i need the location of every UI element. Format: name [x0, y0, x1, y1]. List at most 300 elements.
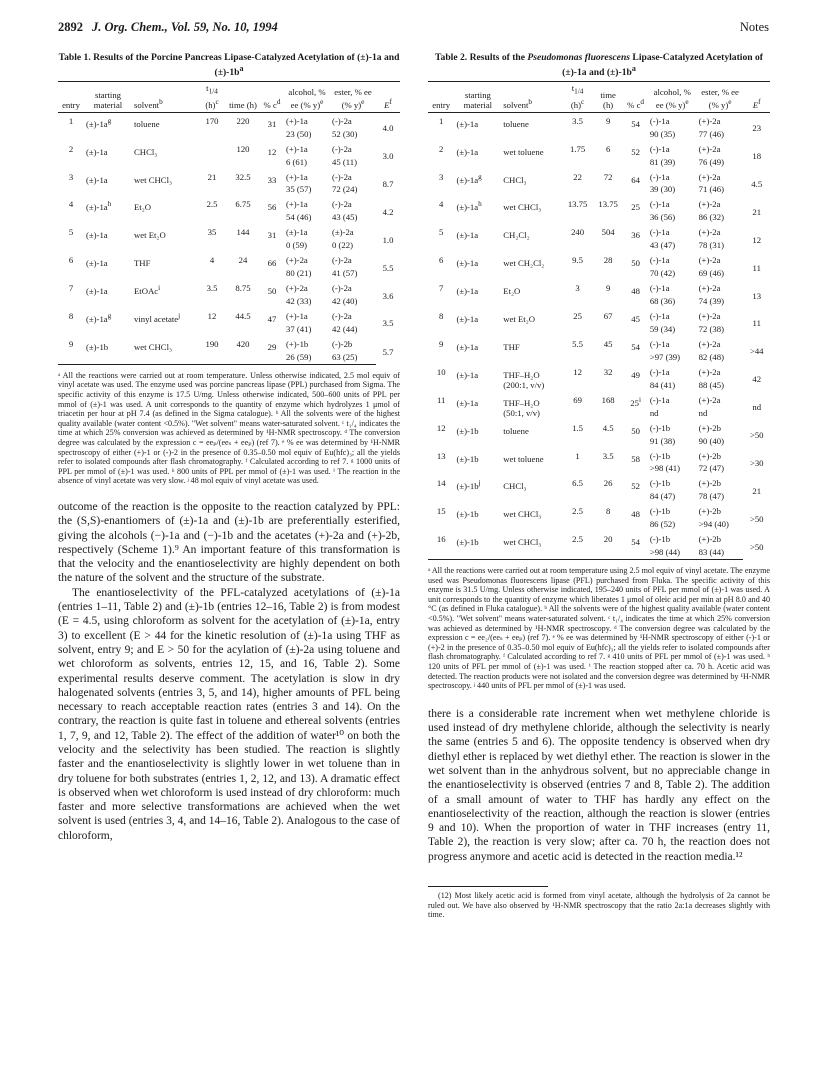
- ester-value-cell: 72 (38): [698, 323, 724, 334]
- empty-cell: [562, 184, 593, 196]
- solvent-cell: [132, 224, 198, 240]
- ester-cell: (+)-2a: [698, 311, 721, 322]
- solvent-cell: [501, 392, 562, 408]
- cell-text: 54: [631, 341, 640, 352]
- entry-cell: 2: [68, 143, 74, 154]
- E-value-cell: 3.5: [382, 318, 394, 329]
- table-row-continuation: [428, 436, 770, 448]
- solvent-cell: [132, 280, 198, 296]
- conversion-cell: [623, 196, 647, 212]
- ester-value-cell: 45 (11): [332, 156, 358, 167]
- conversion-cell: [623, 308, 647, 324]
- alcohol-value-cell: 26 (59): [284, 352, 330, 365]
- conversion-cell: [260, 112, 284, 128]
- cell-text: (±)-1a: [456, 369, 479, 380]
- ester-value-cell: 71 (46): [698, 184, 724, 195]
- cell-text: wet Et₂O: [134, 230, 166, 241]
- E-value-cell: 8.7: [382, 179, 394, 190]
- empty-cell: [454, 380, 501, 392]
- entry-cell: 4: [439, 199, 444, 210]
- alcohol-cell: (-)-1a: [649, 366, 670, 377]
- empty-cell: [593, 212, 624, 224]
- conversion-cell: [623, 364, 647, 380]
- alcohol-cell: (-)-1a: [649, 115, 670, 126]
- ester-cell: (+)-2a: [698, 143, 721, 154]
- cell-text: 12: [267, 146, 277, 157]
- empty-cell: [593, 324, 624, 336]
- cell-text: (±)-1a: [86, 258, 108, 269]
- alcohol-value-cell: >98 (44): [648, 547, 697, 560]
- table-row-continuation: [428, 184, 770, 196]
- ester-value-cell: 78 (31): [698, 240, 724, 251]
- table-row-continuation: [428, 240, 770, 252]
- cell-text: THF–H₂O: [503, 369, 540, 380]
- table-row-continuation: [58, 324, 400, 336]
- table-row-continuation: [428, 324, 770, 336]
- t14-cell: 9.5: [572, 255, 584, 266]
- cell-text: (±)-1a: [86, 174, 108, 185]
- table2-footnotes: ᵃ All the reactions were carried out at room temperature using 2.5 mol equiv of vinyl acetate. The enzyme used was Pseudomonas fluorescens lipase (PFL) purchased from Fluka. The specific activity of this enzyme is 31.5 U/mg. Unless otherwise indicated, 195–240 units of PFL per mmol of (±)-1 was used. A unit corresponds to the quantity of enzyme which liberates 1 μmol of oleic acid per min at pH 8.0 and 40 °C (as defined in Fluka catalogue). ᵇ All the solvents were of the highest quality available (water content <0.5%). "Wet solvent" means water-saturated solvent. ᶜ t₁/₄ indicates the time at which 25% conversion was achieved as determined by ¹H-NMR spectroscopy. ᵈ The conversion degree was calculated by the expression c = ee₂/(eeₛ + eeₚ) (ref 7). ᵉ % ee was determined by ¹H-NMR spectroscopy of either (-)-1 or (+)-2 in the presence of 0.35–0.50 mol equiv of Eu(hfc)₃; all the yields refer to isolated compounds after flash chromatography. ᶠ Calculated according to ref 7. ᵍ 410 units of PFL per mmol of (±)-1 was used. ʰ 120 units of PFL per mmol of (±)-1 was used. ⁱ The reaction stopped after ca. 70 h. Acetic acid was detected. The reaction products were not isolated and the conversion degree was determined by ¹H-NMR spectroscopy. ʲ 440 units of PFL per mmol of (±)-1 was used.: [428, 566, 770, 691]
- E-value-cell: 11: [752, 262, 761, 273]
- cell-text: (±)-1b: [456, 537, 479, 548]
- E-value-cell: 11: [752, 318, 761, 329]
- solvent-cell: [132, 336, 198, 352]
- empty-cell: [593, 491, 624, 503]
- table-row: [58, 141, 400, 157]
- ester-value-cell: 69 (46): [698, 268, 724, 279]
- solvent-ratio-cell: [501, 268, 562, 280]
- empty-cell: [562, 463, 593, 475]
- ester-value-cell: >94 (40): [698, 519, 729, 530]
- material-cell: [84, 196, 132, 212]
- table-row: [58, 112, 400, 128]
- t14-cell: 5.5: [572, 338, 584, 349]
- conversion-cell: [623, 475, 647, 491]
- table1: [58, 81, 400, 365]
- solvent-ratio-cell: [501, 352, 562, 364]
- empty-cell: [593, 296, 624, 308]
- E-value-cell: 1.0: [382, 234, 394, 245]
- empty-cell: [593, 519, 624, 531]
- cell-text: wet Et₂O: [503, 313, 536, 324]
- t14-cell: 2.5: [572, 506, 584, 517]
- t14-cell: 1.75: [569, 143, 586, 154]
- alcohol-value-cell: 81 (39): [649, 156, 676, 167]
- ester-value-cell: 42 (40): [332, 296, 358, 307]
- cell-text: 50: [631, 425, 640, 436]
- ester-cell: (-)-2a: [332, 199, 352, 210]
- cell-text: (±)-1b: [456, 453, 479, 464]
- table-row: [428, 503, 770, 519]
- footnote-12: (12) Most likely acetic acid is formed from vinyl acetate, although the hydrolysis of 2a cannot be ruled out. We have also observed by ¹H-NMR spectroscopy that the ratio 2a:1a decreases slightly with time.: [428, 891, 770, 920]
- E-value-cell: 18: [752, 151, 762, 162]
- alcohol-cell: (-)-1b: [649, 478, 671, 489]
- material-cell: [454, 420, 501, 436]
- ester-value-cell: nd: [698, 407, 708, 418]
- alcohol-cell: (+)-1a: [286, 311, 308, 322]
- empty-cell: [454, 324, 501, 336]
- alcohol-value-cell: 86 (52): [649, 519, 676, 530]
- empty-cell: [226, 157, 260, 169]
- table-row-continuation: [58, 352, 400, 365]
- empty-cell: [226, 296, 260, 308]
- cell-text: (±)-1b: [456, 509, 479, 520]
- solvent-cell: [132, 141, 198, 157]
- E-value-cell: >50: [749, 513, 764, 524]
- material-cell: [84, 336, 132, 352]
- ester-value-cell: 43 (45): [332, 212, 358, 223]
- time-cell: 6.75: [235, 199, 251, 210]
- alcohol-value-cell: 0 (59): [286, 240, 307, 251]
- alcohol-cell: (-)-1a: [649, 338, 670, 349]
- solvent-ratio-cell: [501, 324, 562, 336]
- footnote-mark: j: [478, 479, 481, 488]
- table1-col-pct: % $c^d$: [263, 97, 281, 110]
- ester-value-cell: 41 (57): [332, 268, 358, 279]
- time-cell: 45: [603, 338, 613, 349]
- entry-cell: 4: [68, 199, 74, 210]
- material-cell: [84, 141, 132, 157]
- cell-text: 50: [631, 258, 640, 269]
- table1-col-E: $E^f$: [384, 97, 392, 110]
- cell-text: wet toluene: [503, 146, 544, 157]
- solvent-ratio-cell: [501, 240, 562, 252]
- empty-cell: [428, 547, 454, 560]
- empty-cell: [260, 212, 284, 224]
- E-value-cell: >50: [749, 430, 764, 441]
- empty-cell: [562, 129, 593, 141]
- solvent-cell: [132, 112, 198, 128]
- t14-cell: 240: [571, 227, 585, 238]
- table-row-continuation: [58, 296, 400, 308]
- table1-col-entry: entry: [62, 99, 80, 110]
- table-row: [428, 392, 770, 408]
- ester-value-cell: 82 (48): [698, 351, 724, 362]
- conversion-cell: [623, 531, 647, 547]
- ester-cell: (-)-2a: [332, 143, 352, 154]
- table-row: [428, 141, 770, 157]
- alcohol-cell: (-)-1a: [649, 283, 670, 294]
- material-cell: [84, 112, 132, 128]
- ester-cell: (-)-2a: [332, 115, 352, 126]
- empty-cell: [562, 380, 593, 392]
- solvent-cell: [501, 531, 562, 547]
- cell-text: 45: [631, 313, 640, 324]
- material-cell: [84, 252, 132, 268]
- conversion-cell: [260, 224, 284, 240]
- cell-text: (±)-1a: [456, 146, 479, 157]
- time-cell: 26: [603, 478, 613, 489]
- alcohol-cell: (-)-1b: [649, 422, 671, 433]
- alcohol-value-cell: 84 (47): [649, 491, 676, 502]
- alcohol-cell: (-)-1b: [649, 506, 671, 517]
- cell-text: 54: [631, 537, 640, 548]
- alcohol-value-cell: 80 (21): [286, 268, 312, 279]
- empty-cell: [84, 240, 132, 252]
- solvent-cell: [132, 169, 198, 185]
- cell-text: toluene: [134, 118, 160, 129]
- empty-cell: [198, 184, 226, 196]
- table2-col-time: time (h): [600, 89, 616, 110]
- E-value-cell: >50: [749, 541, 764, 552]
- empty-cell: [623, 380, 647, 392]
- material-cell: [454, 252, 501, 268]
- table-row-continuation: [58, 184, 400, 196]
- empty-cell: [226, 352, 260, 365]
- solvent-ratio-cell: (50:1, v/v): [503, 407, 540, 418]
- cell-text: (±)-1a: [456, 202, 479, 213]
- section-name: Notes: [739, 20, 769, 34]
- empty-cell: [454, 212, 501, 224]
- table-row-continuation: [428, 380, 770, 392]
- footnote-mark: i: [638, 395, 641, 404]
- empty-cell: [226, 268, 260, 280]
- cell-text: CH₂Cl₂: [503, 230, 530, 241]
- material-cell: [454, 196, 501, 212]
- table-row-continuation: [58, 212, 400, 224]
- empty-cell: [84, 129, 132, 141]
- table-row: [428, 280, 770, 296]
- alcohol-cell: (-)-1a: [649, 171, 670, 182]
- conversion-cell: [260, 280, 284, 296]
- cell-text: (±)-1a: [86, 202, 108, 213]
- cell-text: 56: [267, 202, 277, 213]
- alcohol-cell: (+)-2a: [286, 283, 308, 294]
- material-cell: [454, 503, 501, 519]
- time-cell: 8: [605, 506, 611, 517]
- cell-text: (±)-1b: [456, 481, 479, 492]
- material-cell: [454, 141, 501, 157]
- cell-text: (±)-1a: [86, 313, 108, 324]
- empty-cell: [623, 408, 647, 420]
- empty-cell: [58, 268, 84, 280]
- ester-cell: (-)-2b: [332, 338, 353, 349]
- empty-cell: [623, 157, 647, 169]
- solvent-cell: [501, 420, 562, 436]
- solvent-cell: [501, 448, 562, 464]
- empty-cell: [428, 296, 454, 308]
- t14-cell: 22: [573, 171, 582, 182]
- solvent-ratio-cell: [132, 296, 198, 308]
- table-row: [428, 196, 770, 212]
- entry-cell: 11: [437, 394, 446, 405]
- empty-cell: [226, 212, 260, 224]
- t14-cell: 170: [205, 115, 219, 126]
- empty-cell: [260, 352, 284, 365]
- empty-cell: [593, 352, 624, 364]
- entry-cell: 2: [439, 143, 444, 154]
- time-cell: 72: [603, 171, 613, 182]
- empty-cell: [428, 268, 454, 280]
- alcohol-cell: (+)-1a: [286, 115, 308, 126]
- table-row: [428, 420, 770, 436]
- empty-cell: [58, 324, 84, 336]
- empty-cell: [454, 352, 501, 364]
- entry-cell: 6: [68, 255, 74, 266]
- empty-cell: [593, 268, 624, 280]
- conversion-cell: [623, 392, 647, 408]
- time-cell: 144: [236, 227, 250, 238]
- ester-cell: (+)-2a: [698, 115, 721, 126]
- empty-cell: [84, 352, 132, 365]
- conversion-cell: [260, 196, 284, 212]
- material-cell: [84, 169, 132, 185]
- empty-cell: [623, 240, 647, 252]
- entry-cell: 3: [439, 171, 444, 182]
- alcohol-cell: (-)-1a: [649, 255, 670, 266]
- ester-value-cell: 86 (32): [698, 212, 724, 223]
- t14-cell: 13.75: [567, 199, 588, 210]
- material-cell: [454, 308, 501, 324]
- empty-cell: [428, 352, 454, 364]
- conversion-cell: [623, 420, 647, 436]
- empty-cell: [593, 380, 624, 392]
- empty-cell: [623, 491, 647, 503]
- empty-cell: [562, 296, 593, 308]
- E-value-cell: 21: [752, 485, 762, 496]
- solvent-ratio-cell: [132, 212, 198, 224]
- empty-cell: [58, 212, 84, 224]
- cell-text: 25: [631, 202, 640, 213]
- footnote-mark: h: [107, 200, 112, 209]
- t14-cell: 190: [205, 338, 219, 349]
- solvent-cell: [501, 112, 562, 128]
- running-header: [58, 20, 769, 36]
- t14-cell: 35: [207, 227, 217, 238]
- t14-cell: 1.5: [572, 422, 584, 433]
- empty-cell: [428, 324, 454, 336]
- empty-cell: [84, 212, 132, 224]
- empty-cell: [593, 463, 624, 475]
- time-cell: 504: [601, 227, 615, 238]
- empty-cell: [198, 324, 226, 336]
- empty-cell: [593, 184, 624, 196]
- table-row-continuation: [428, 268, 770, 280]
- table-row-continuation: [428, 463, 770, 475]
- ester-value-cell: 63 (25): [330, 352, 376, 365]
- empty-cell: [58, 352, 84, 365]
- solvent-cell: [501, 141, 562, 157]
- ester-value-cell: 88 (45): [698, 379, 724, 390]
- cell-text: (±)-1a: [456, 313, 479, 324]
- cell-text: 58: [631, 453, 640, 464]
- entry-cell: 13: [436, 450, 446, 461]
- empty-cell: [428, 408, 454, 420]
- alcohol-cell: (-)-1a: [649, 143, 670, 154]
- empty-cell: [198, 296, 226, 308]
- empty-cell: [454, 463, 501, 475]
- entry-cell: 7: [68, 283, 74, 294]
- empty-cell: [623, 352, 647, 364]
- t14-cell: 2.5: [572, 534, 584, 545]
- material-cell: [454, 392, 501, 408]
- alcohol-cell: (+)-1b: [286, 338, 309, 349]
- cell-text: 52: [631, 146, 640, 157]
- cell-text: EtOAc: [134, 286, 159, 297]
- ester-value-cell: 78 (47): [698, 491, 724, 502]
- table2-col-material: starting material: [463, 89, 493, 110]
- conversion-cell: [260, 169, 284, 185]
- empty-cell: [58, 129, 84, 141]
- ester-cell: (+)-2b: [698, 450, 721, 461]
- empty-cell: [198, 157, 226, 169]
- table1-col-material: starting material: [93, 89, 123, 110]
- ester-cell: (+)-2a: [698, 338, 721, 349]
- alcohol-value-cell: 54 (46): [286, 212, 312, 223]
- paragraph: there is a considerable rate increment when wet methylene chloride is used instead of dry methylene chloride, although the selectivity is nearly the same (entries 5 and 6). The opposite tendency is observed when dry diethyl ether is replaced by wet diethyl ether. The reaction is slower in the wet solvent than in the anhydrous solvent, but no appreciable change in the enantioselectivity is observed (entries 7 and 8, Table 2). The addition of a small amount of water to THF has hardly any effect on the enantioselectivity of the reaction, although the reaction is slower (entries 9 and 10). When the proportion of water in THF increases (entry 11, Table 2), the reaction is very slow; after ca. 70 h, the reaction does not progress anymore and acetic acid is detected in the reaction media.¹²: [428, 707, 770, 863]
- entry-cell: 8: [68, 311, 74, 322]
- alcohol-cell: (-)-1a: [649, 227, 670, 238]
- footnote-mark: h: [478, 200, 482, 209]
- empty-cell: [562, 352, 593, 364]
- cell-text: 36: [631, 230, 640, 241]
- cell-text: (±)-1b: [456, 425, 479, 436]
- alcohol-value-cell: >97 (39): [649, 351, 681, 362]
- cell-text: Et₂O: [503, 286, 521, 297]
- empty-cell: [260, 184, 284, 196]
- empty-cell: [58, 240, 84, 252]
- ester-cell: (+)-2b: [698, 534, 721, 545]
- entry-cell: 16: [436, 534, 446, 545]
- table-row: [428, 475, 770, 491]
- empty-cell: [428, 519, 454, 531]
- empty-cell: [428, 491, 454, 503]
- solvent-ratio-cell: [501, 296, 562, 308]
- solvent-ratio-cell: [132, 352, 198, 365]
- cell-text: CHCl₃: [503, 481, 527, 492]
- empty-cell: [84, 296, 132, 308]
- cell-text: toluene: [503, 118, 529, 129]
- E-value-cell: 4.0: [382, 123, 394, 134]
- empty-cell: [428, 212, 454, 224]
- cell-text: THF–H₂O: [503, 397, 540, 408]
- empty-cell: [593, 408, 624, 420]
- empty-cell: [198, 268, 226, 280]
- empty-cell: [58, 157, 84, 169]
- time-cell: 4.5: [602, 422, 614, 433]
- cell-text: CHCl₃: [503, 174, 527, 185]
- solvent-cell: [501, 336, 562, 352]
- cell-text: 49: [631, 369, 640, 380]
- left-column: [58, 52, 400, 843]
- entry-cell: 3: [68, 171, 74, 182]
- alcohol-value-cell: 84 (41): [649, 379, 676, 390]
- cell-text: (±)-1a: [86, 118, 108, 129]
- material-cell: [84, 280, 132, 296]
- solvent-ratio-cell: [501, 547, 562, 560]
- empty-cell: [226, 240, 260, 252]
- cell-text: (±)-1a: [456, 397, 479, 408]
- empty-cell: [428, 184, 454, 196]
- ester-cell: (-)-2a: [332, 311, 352, 322]
- solvent-cell: [501, 280, 562, 296]
- solvent-ratio-cell: [132, 268, 198, 280]
- footnote-mark: g: [478, 172, 482, 181]
- entry-cell: 1: [439, 115, 444, 126]
- conversion-cell: [623, 448, 647, 464]
- ester-cell: (+)-2a: [698, 394, 721, 405]
- cell-text: 52: [631, 481, 640, 492]
- table2-body: [428, 112, 770, 559]
- cell-text: (±)-1a: [456, 118, 479, 129]
- footnote-mark: g: [107, 312, 112, 321]
- time-cell: 3.5: [602, 450, 614, 461]
- empty-cell: [260, 240, 284, 252]
- E-value-cell: 5.7: [382, 346, 394, 357]
- empty-cell: [623, 212, 647, 224]
- entry-cell: 8: [439, 311, 444, 322]
- empty-cell: [562, 436, 593, 448]
